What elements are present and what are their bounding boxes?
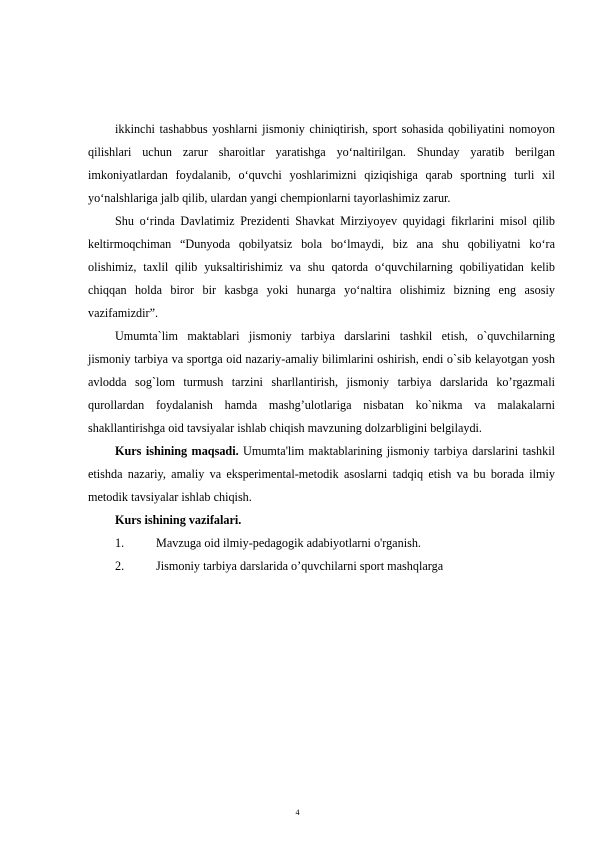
list-item — [88, 555, 555, 578]
document-body — [88, 118, 555, 578]
goal-label: Kurs ishining maqsadi. — [115, 444, 239, 458]
list-item — [88, 532, 555, 555]
page-number: 4 — [295, 808, 300, 817]
paragraph-initiative: ikkinchi tashabbus yoshlarni jismoniy chiniqtirish, sport sohasida qobiliyatini nomoyon qilishlari uchun zarur sharoitlar yaratishga yo‘naltirilgan. Shunday yaratib berilgan imkoniyatlardan foydalanib, o‘quvchi yoshlarimizni qiziqishiga qarab sportning turli xil yo‘nalshlariga jalb qilib, ulardan yangi chempionlarni tayorlashimiz zarur. — [88, 122, 555, 205]
paragraph-president-quote: Shu o‘rinda Davlatimiz Prezidenti Shavkat Mirziyoyev quyidagi fikrlarini misol qilib keltirmoqchiman “Dunyoda qobilyatsiz bola bo‘lmaydi, biz ana shu qobiliyatni ko‘ra olishimiz, taxlil qilib yuksaltirishimiz va shu qatorda o‘quvchilarning qobiliyatidan kelib chiqqan holda biror bir kasbga yoki hunarga yo‘naltira olishimiz bizning eng asosiy vazifamizdir”. — [88, 214, 555, 320]
paragraph-relevance: Umumta`lim maktablari jismoniy tarbiya darslarini tashkil etish, o`quvchilarning jismoniy tarbiya va sportga oid nazariy-amaliy bilimlarini oshirish, endi o`sib kelayotgan yosh avlodda sog`lom turmush tarzini sharllantirish, jismoniy tarbiya darslarida ko’rgazmali qurollardan foydalanish hamda mashg’ulotlariga nisbatan ko`nikma va malakalarni shakllantirishga oid tavsiyalar ishlab chiqish mavzuning dolzarbligini belgilaydi. — [88, 329, 555, 435]
list-item-number: 1. — [115, 536, 125, 550]
list-item-text: Jismoniy tarbiya darslarida o’quvchilarni sport mashqlarga — [156, 559, 444, 573]
list-item-text: Mavzuga oid ilmiy-pedagogik adabiyotlarni o'rganish. — [156, 536, 421, 550]
list-item-number: 2. — [115, 559, 125, 573]
goal-text: Umumta'lim maktablarining jismoniy tarbiya darslarini tashkil etishda nazariy, amaliy va eksperimental-metodik asoslarni tadqiq etish va bu borada ilmiy metodik tavsiyalar ishlab chiqish. — [88, 444, 556, 504]
tasks-heading: Kurs ishining vazifalari. — [115, 513, 242, 527]
paragraph-goal — [88, 440, 555, 509]
